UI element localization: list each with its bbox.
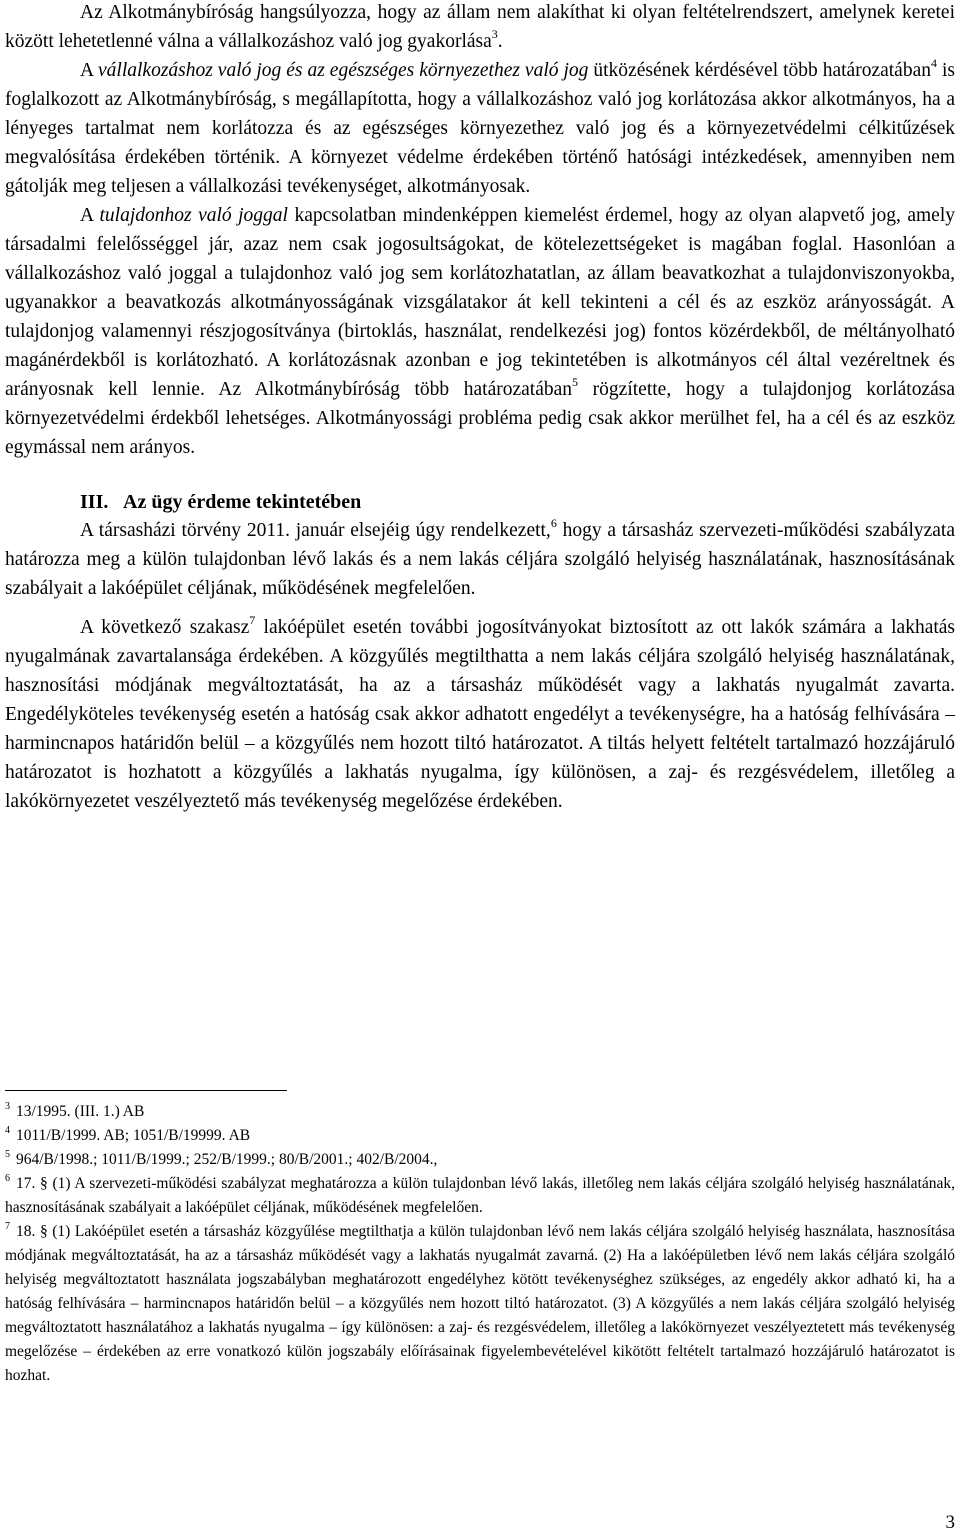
section-heading [80,488,955,517]
footnote-6 [5,1172,955,1220]
footnote-ref-4[interactable]: 4 [931,56,937,70]
footnote-text: 13/1995. (III. 1.) AB [16,1103,145,1120]
footnote-number: 3 [5,1101,10,1112]
footnote-text: 18. § (1) Lakóépület esetén a társasház közgyűlése megtilthatja a külön tulajdonban lévő nem lakás céljára szolgáló helyiség használata, hasznosítása módjának megváltoztatását, ha az a társasház működését vagy a lakhatás nyugalmát zavarná. (2) Ha a lakóépületben lévő nem lakás céljára szolgáló helyiség megváltoztatott használata jogszabályban meghatározott engedélyhez kötött tevékenységhez szükséges, az engedély akkor adható ki, ha a hatóság felhívására – harmincnapos határidőn belül – a közgyűlés nem hozott tiltó határozatot. (3) A közgyűlés a nem lakás céljára szolgáló helyiség megváltoztatott használatához a lakhatás nyugalma – így különösen: a zaj- és rezgésvédelem, illetőleg a lakókörnyezet veszélyeztetett más tevékenység megelőzése – érdekében az erre vonatkozó külön jogszabály előírásainak figyelembevételével kikötött feltételt tartalmazó hozzájáruló határozatot is hozhat. [5,1223,955,1384]
footnote-text: 1011/B/1999. AB; 1051/B/19999. AB [16,1127,251,1144]
paragraph-constitutional-court-emphasis: Az Alkotmánybíróság hangsúlyozza, hogy az állam nem alakíthat ki olyan feltételrendszert, amelynek keretei között lehetetlenné válna a vállalkozáshoz való jog gyakorlása$^3$. [5,2,955,52]
footnote-separator [5,1090,287,1091]
paragraph-next-section: A következő szakasz$^7$ lakóépület esetén további jogosítványokat biztosított az ott lakók számára a lakhatás nyugalmának zavartalansága érdekében. A közgyűlés megtilthatta a nem lakás céljára szolgáló helyiség használatának, hasznosítási módjának megváltoztatását, ha az a társasház működését vagy a lakhatás nyugalmát zavarta. Engedélyköteles tevékenység esetén a hatóság csak akkor adhatott engedélyt a tevékenységre, ha a hatóság felhívására – harmincnapos határidőn belül – a közgyűlés nem hozott tiltó határozatot. A tiltás helyett feltételt tartalmazó hozzájáruló határozatot is hozhatott a közgyűlés a lakhatás nyugalma, így különösen, a zaj- és rezgésvédelem, illetőleg a lakókörnyezetet veszélyeztető más tevékenység megelőzése érdekében. [5,613,956,812]
page-number: 3 [945,1512,955,1533]
footnote-7 [5,1220,955,1388]
footnotes [5,1100,955,1388]
section-number: III. [80,491,109,513]
footnote-ref-7[interactable]: 7 [249,613,256,627]
footnote-number: 6 [5,1173,10,1184]
footnote-number: 5 [5,1149,10,1160]
footnote-ref-6[interactable]: 6 [550,516,557,530]
footnote-4 [5,1124,955,1148]
footnote-number: 7 [5,1221,10,1232]
footnote-text: 17. § (1) A szervezeti-működési szabályzat meghatározza a külön tulajdonban lévő lakás, illetőleg nem lakás céljára szolgáló helyiség használatának, hasznosításának szabályait a lakóépület céljának, működésének megfelelően. [5,1175,955,1216]
italic-term-enterprise-environment: vállalkozáshoz való jog és az egészséges környezethez való jog [98,60,589,81]
section-title: Az ügy érdeme tekintetében [123,491,362,513]
footnote-ref-5[interactable]: 5 [572,375,579,389]
footnote-number: 4 [5,1125,10,1136]
italic-term-property-right: tulajdonhoz való joggal [99,205,288,226]
paragraph-enterprise-vs-environment: A vállalkozáshoz való jog és az egészséges környezethez való jog ütközésének kérdésével több határozatában$^4$ is foglalkozott az Alkotmánybíróság, s megállapította, hogy a vállalkozáshoz való jog korlátozása akkor alkotmányos, ha a lényeges tartalmat nem korlátozza és az egészséges környezethez való jog és a környezetvédelmi célkitűzések megvalósítása érdekében történik. A környezet védelme érdekében történő hatósági intézkedések, amennyiben nem gátolják meg teljesen a vállalkozási tevékenységet, alkotmányosak. [5,56,955,197]
footnote-5 [5,1148,955,1172]
footnote-3 [5,1100,955,1124]
document-page [5,0,955,816]
footnote-ref-3[interactable]: 3 [491,27,498,41]
footnote-text: 964/B/1998.; 1011/B/1999.; 252/B/1999.; 80/B/2001.; 402/B/2004., [16,1151,438,1168]
paragraph-condominium-act: A társasházi törvény 2011. január elsejéig úgy rendelkezett,$^6$ hogy a társasház szervezeti-működési szabályzata határozza meg a külön tulajdonban lévő lakás és a nem lakás céljára szolgáló helyiség használatának, hasznosításának szabályait a lakóépület céljának, működésének megfelelően. [5,516,955,599]
paragraph-property-right: A tulajdonhoz való joggal kapcsolatban mindenképpen kiemelést érdemel, hogy az olyan alapvető jog, amely társadalmi felelősséggel jár, azaz nem csak jogosultságokat, de kötelezettségeket is magában foglal. Hasonlóan a vállalkozáshoz való joggal a tulajdonhoz való jog sem korlátozhatatlan, az állam beavatkozhat a tulajdonviszonyokba, ugyanakkor a beavatkozás alkotmányosságának vizsgálatakor át kell tekinteni a cél és az eszköz arányosságát. A tulajdonjog valamennyi részjogosítványa (birtoklás, használat, rendelkezési jog) fontos közérdekből, de méltányolható magánérdekből is korlátozható. A korlátozásnak azonban e jog tekintetében is alkotmányos cél által vezéreltnek és arányosnak kell lennie. Az Alkotmánybíróság több határozatában$^5$ rögzítette, hogy a tulajdonjog korlátozása környezetvédelmi érdekből lehetséges. Alkotmányossági probléma pedig csak akkor merülhet fel, ha a cél és az eszköz egymással nem arányos. [5,205,956,458]
